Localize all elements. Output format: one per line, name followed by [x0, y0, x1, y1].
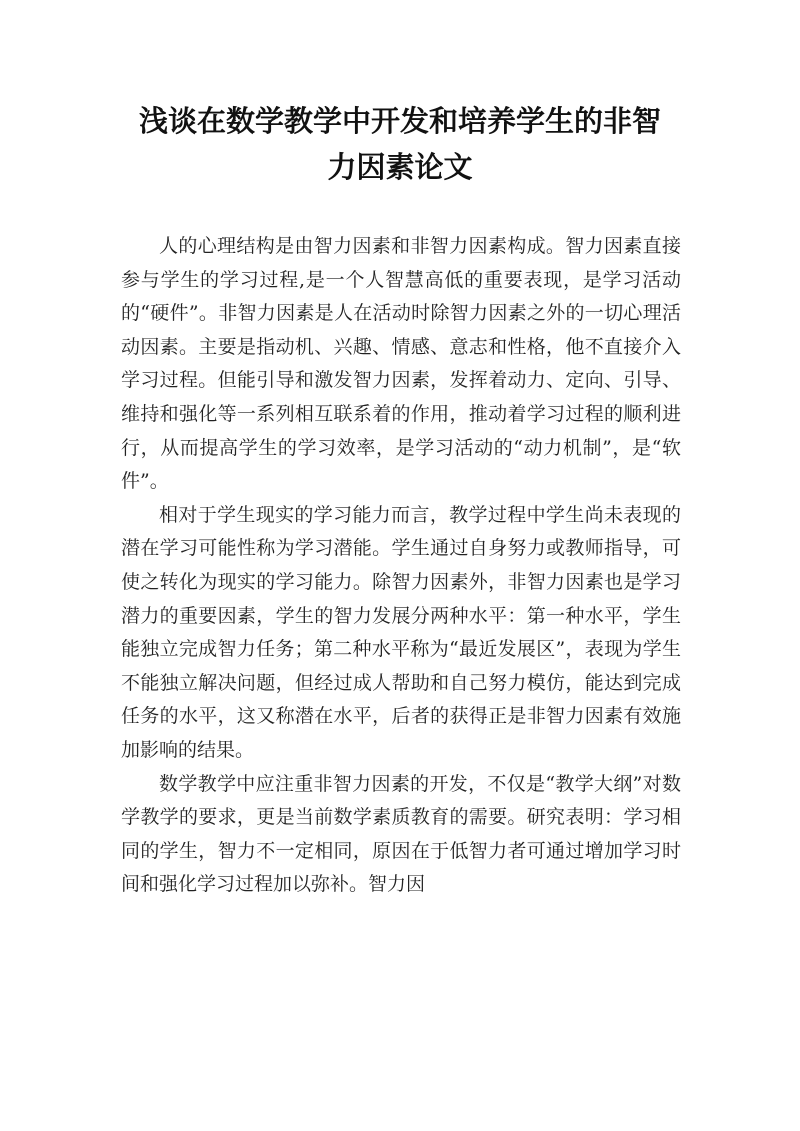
title-line-1: 浅谈在数学教学中开发和培养学生的非智 — [138, 104, 661, 138]
page-title — [100, 98, 700, 190]
paragraph-2: 相对于学生现实的学习能力而言，教学过程中学生尚未表现的潜在学习可能性称为学习潜能。学生通过自身努力或教师指导，可使之转化为现实的学习能力。除智力因素外，非智力因素也是学习潜力的重要因素，学生的智力发展分两种水平：第一种水平，学生能独立完成智力任务；第二种水平称为“最近发展区”，表现为学生不能独立解决问题，但经过成人帮助和自己努力模仿，能达到完成任务的水平，这又称潜在水平，后者的获得正是非智力因素有效施加影响的结果。 — [121, 503, 681, 761]
document-body — [121, 230, 681, 902]
paragraph-3: 数学教学中应注重非智力因素的开发，不仅是“教学大纲”对数学教学的要求，更是当前数学素质教育的需要。研究表明：学习相同的学生，智力不一定相同，原因在于低智力者可通过增加学习时间和强化学习过程加以弥补。智力因 — [121, 772, 681, 896]
paragraph-1: 人的心理结构是由智力因素和非智力因素构成。智力因素直接参与学生的学习过程,是一个人智慧高低的重要表现，是学习活动的“硬件”。非智力因素是人在活动时除智力因素之外的一切心理活动因素。主要是指动机、兴趣、情感、意志和性格，他不直接介入学习过程。但能引导和激发智力因素，发挥着动力、定向、引导、维持和强化等一系列相互联系着的作用，推动着学习过程的顺利进行，从而提高学生的学习效率，是学习活动的“动力机制”，是“软件”。 — [121, 235, 681, 493]
title-line-2: 力因素论文 — [327, 150, 473, 184]
